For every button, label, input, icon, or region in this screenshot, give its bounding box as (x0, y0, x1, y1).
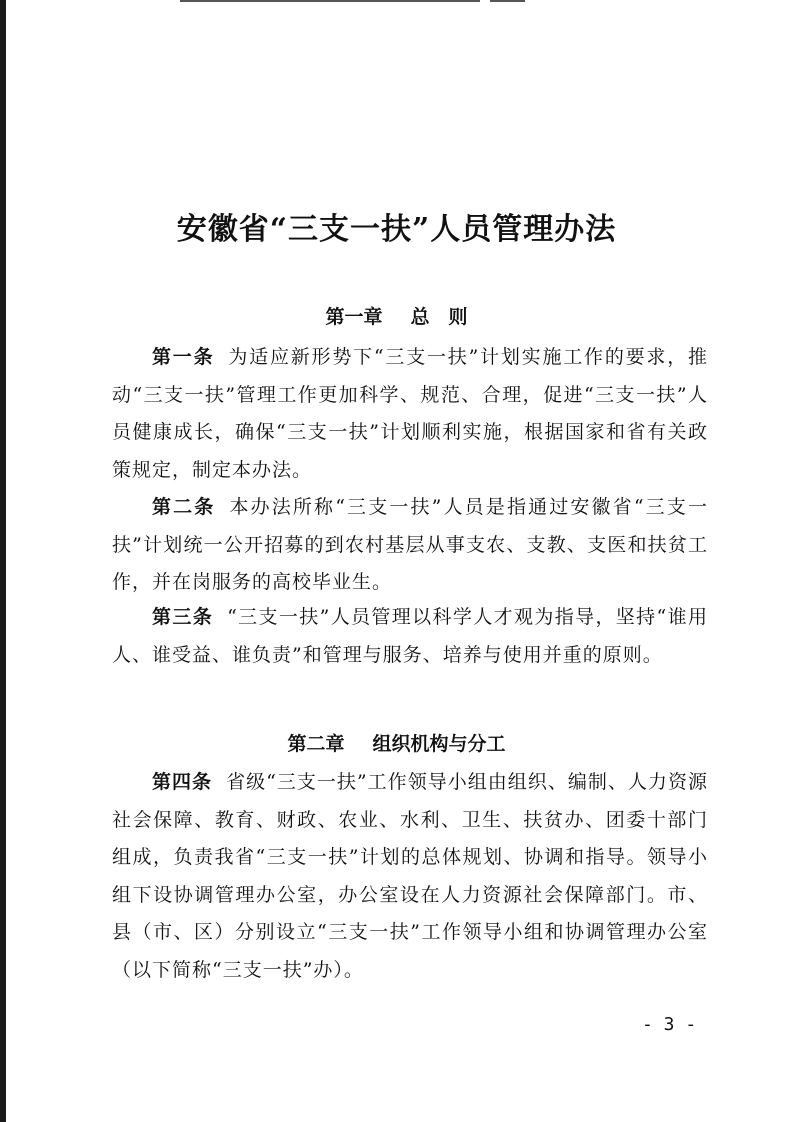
scan-top-mark (490, 0, 525, 2)
article-text: 为适应新形势下“三支一扶”计划实施工作的要求，推动“三支一扶”管理工作更加科学、规范、合理，促进“三支一扶”人员健康成长，确保“三支一扶”计划顺利实施，根据国家和省有关政策规定，制定本办法。 (112, 346, 708, 481)
article-1 (112, 339, 708, 489)
article-text: “三支一扶”人员管理以科学人才观为指导，坚持“谁用人、谁受益、谁负责”和管理与服务、培养与使用并重的原则。 (112, 606, 708, 666)
chapter-number: 第二章 (287, 733, 345, 755)
article-label: 第二条 (152, 496, 216, 518)
scan-top-mark (180, 0, 480, 2)
chapter-number: 第一章 (325, 306, 383, 328)
article-text: 本办法所称“三支一扶”人员是指通过安徽省“三支一扶”计划统一公开招募的到农村基层从事支农、支教、支医和扶贫工作，并在岗服务的高校毕业生。 (112, 496, 708, 593)
chapter-heading-2 (0, 729, 793, 756)
article-3 (112, 599, 708, 674)
chapter-name: 总 则 (410, 306, 468, 328)
article-label: 第三条 (152, 606, 214, 628)
chapter-name: 组织机构与分工 (372, 733, 506, 755)
document-title: 安徽省“三支一扶”人员管理办法 (176, 212, 617, 247)
article-text: 省级“三支一扶”工作领导小组由组织、编制、人力资源社会保障、教育、财政、农业、水利、卫生、扶贫办、团委十部门组成，负责我省“三支一扶”计划的总体规划、协调和指导。领导小组下设协调管理办公室，办公室设在人力资源社会保障部门。市、县（市、区）分别设立“三支一扶”工作领导小组和协调管理办公室（以下简称“三支一扶”办）。 (112, 771, 708, 981)
article-label: 第四条 (152, 771, 213, 793)
scan-left-edge (0, 0, 6, 1122)
article-label: 第一条 (152, 346, 215, 368)
page-number: - 3 - (642, 1014, 697, 1035)
chapter-heading-1 (0, 302, 793, 329)
article-4 (112, 764, 708, 989)
article-2 (112, 489, 708, 602)
